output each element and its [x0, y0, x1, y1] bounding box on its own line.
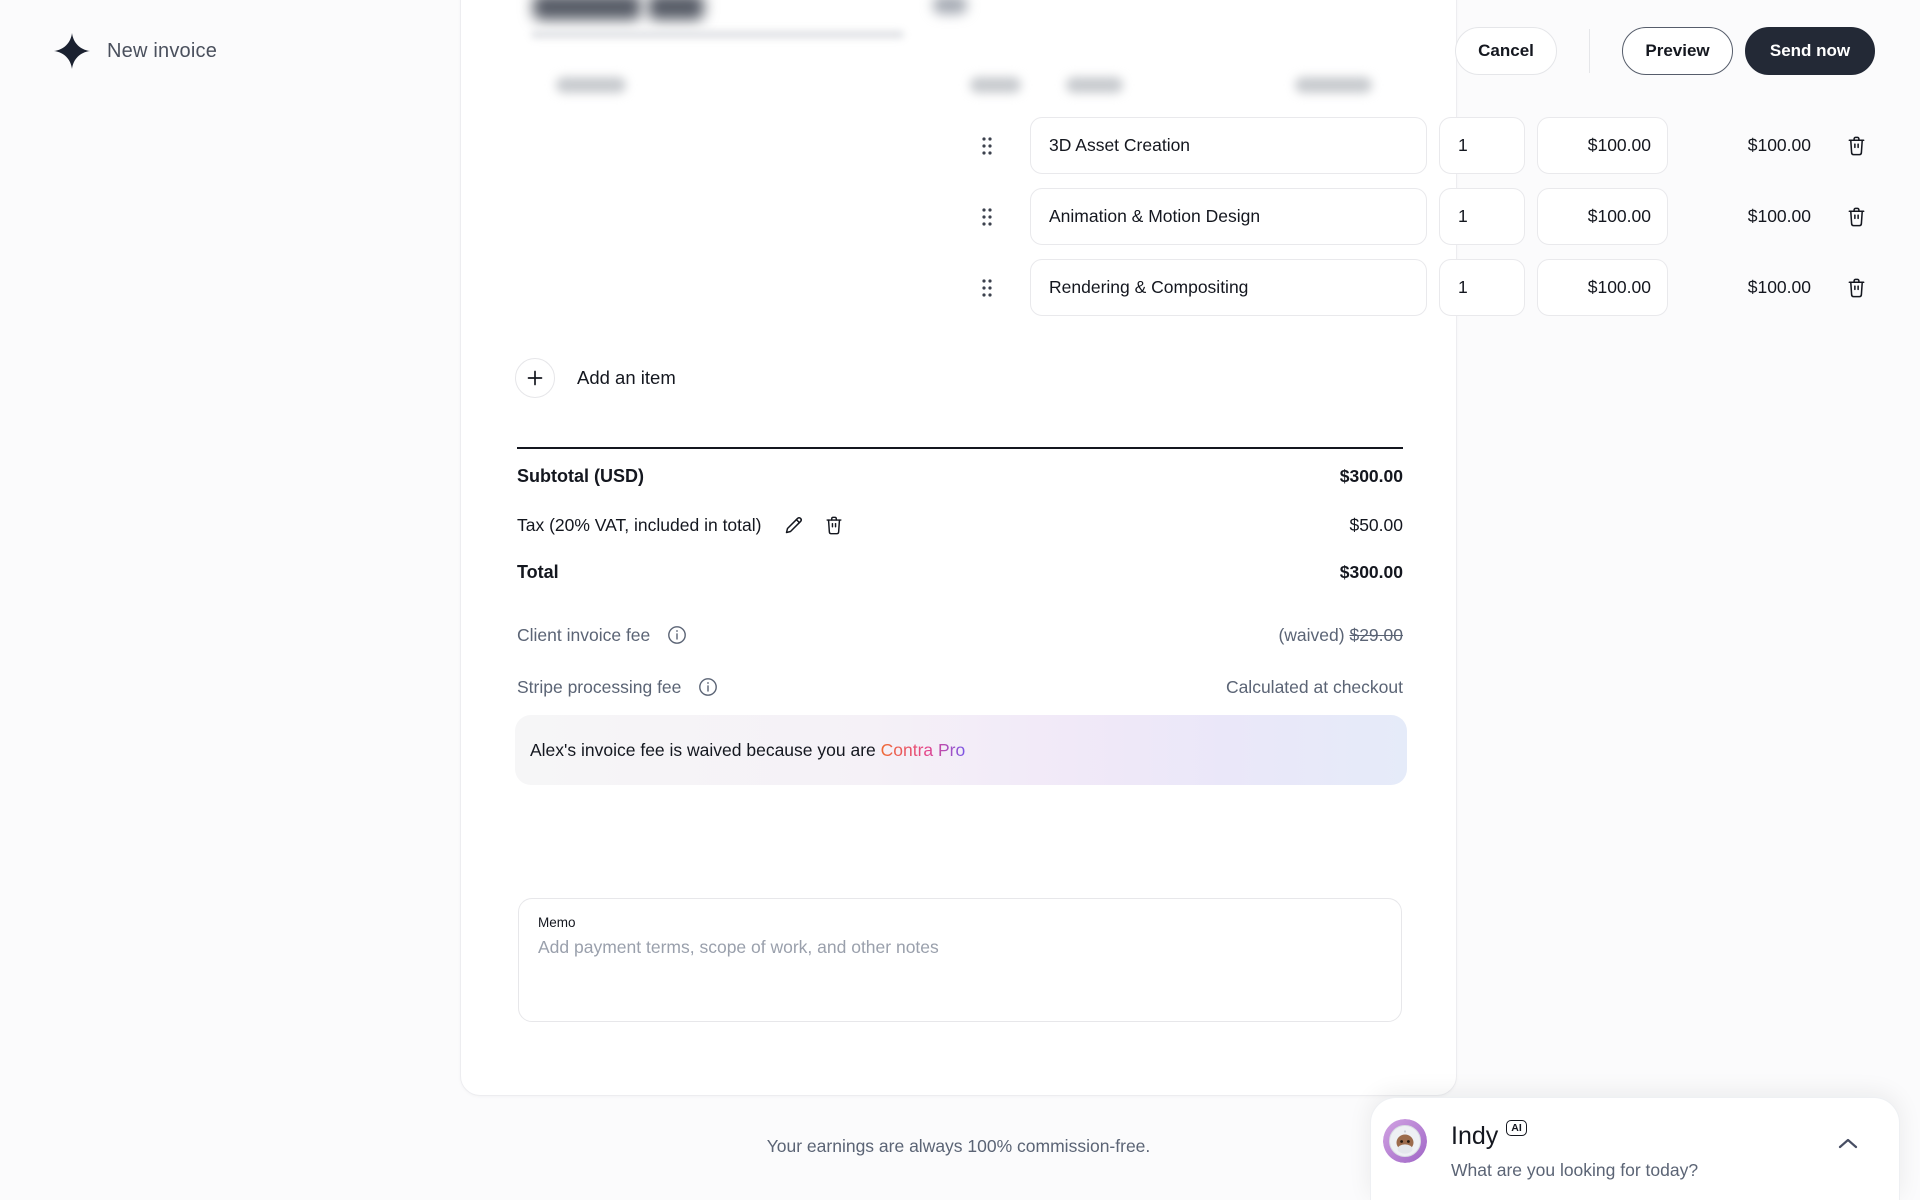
brand — [53, 32, 217, 70]
preview-button[interactable]: Preview — [1622, 27, 1733, 75]
assistant-name: Indy — [1451, 1122, 1499, 1150]
ai-badge: AI — [1506, 1120, 1527, 1136]
page-title: New invoice — [107, 39, 218, 62]
tax-row — [517, 512, 1403, 538]
item-amount: $100.00 — [1747, 206, 1811, 226]
delete-item-button[interactable] — [1842, 259, 1870, 316]
assistant-name-row — [1451, 1122, 1527, 1151]
tax-value: $50.00 — [1349, 514, 1403, 535]
info-icon[interactable] — [667, 625, 687, 645]
contra-star-logo-icon — [53, 32, 91, 70]
column-header-qty-blur — [970, 77, 1021, 93]
item-qty-input[interactable] — [1439, 259, 1525, 316]
cancel-button[interactable]: Cancel — [1455, 27, 1557, 75]
contra-pro-link[interactable]: Contra Pro — [880, 739, 966, 760]
column-header-item-blur — [556, 77, 626, 93]
trash-icon — [824, 514, 844, 537]
redacted-invoice-title — [533, 0, 641, 20]
invoice-item-row — [460, 259, 1811, 316]
subtotal-value: $300.00 — [1339, 465, 1403, 486]
drag-handle-icon[interactable] — [975, 259, 999, 316]
memo-input[interactable] — [538, 937, 1378, 1007]
indy-avatar — [1383, 1119, 1427, 1163]
subtotal-label: Subtotal (USD) — [517, 465, 644, 486]
client-fee-label: Client invoice fee — [517, 624, 651, 645]
topbar-divider — [1589, 29, 1590, 73]
item-rate-input[interactable] — [1537, 259, 1668, 316]
stripe-fee-row — [517, 674, 1403, 700]
delete-tax-button[interactable] — [824, 514, 844, 537]
invoice-item-row — [460, 117, 1811, 174]
stripe-fee-value: Calculated at checkout — [1225, 676, 1403, 697]
topbar-actions — [1455, 27, 1875, 75]
memo-box — [518, 898, 1402, 1022]
memo-label: Memo — [538, 915, 576, 930]
info-icon[interactable] — [698, 677, 718, 697]
redacted-title-underline — [531, 31, 904, 38]
banner-text: Alex's invoice fee is waived because you are Contra Pro — [530, 739, 966, 760]
drag-handle-icon[interactable] — [975, 188, 999, 245]
item-qty-input[interactable] — [1439, 117, 1525, 174]
assistant-prompt: What are you looking for today? — [1451, 1160, 1699, 1180]
chevron-up-icon — [1837, 1136, 1859, 1150]
client-fee-value — [1278, 625, 1403, 646]
add-item-label: Add an item — [577, 367, 676, 388]
item-name-input[interactable] — [1030, 259, 1427, 316]
client-fee-waived: (waived) — [1278, 624, 1345, 645]
item-amount: $100.00 — [1747, 135, 1811, 155]
delete-item-button[interactable] — [1842, 117, 1870, 174]
subtotal-row — [517, 464, 1403, 488]
plus-icon — [515, 358, 555, 398]
item-rate-input[interactable] — [1537, 188, 1668, 245]
commission-free-note: Your earnings are always 100% commission-free. — [766, 1136, 1151, 1156]
pro-fee-waived-banner — [515, 715, 1407, 785]
total-row — [517, 560, 1403, 584]
client-fee-amount: $29.00 — [1349, 624, 1403, 645]
tax-label: Tax (20% VAT, included in total) — [517, 514, 762, 535]
item-amount: $100.00 — [1747, 277, 1811, 297]
edit-tax-button[interactable] — [783, 514, 805, 536]
summary-divider — [517, 447, 1403, 449]
delete-item-button[interactable] — [1842, 188, 1870, 245]
item-rate-input[interactable] — [1537, 117, 1668, 174]
item-name-input[interactable] — [1030, 117, 1427, 174]
total-label: Total — [517, 561, 559, 582]
redacted-invoice-title-2 — [648, 0, 704, 20]
send-now-button[interactable]: Send now — [1745, 27, 1875, 75]
item-qty-input[interactable] — [1439, 188, 1525, 245]
redacted-chevron — [933, 0, 967, 14]
stripe-fee-label: Stripe processing fee — [517, 676, 682, 697]
item-name-input[interactable] — [1030, 188, 1427, 245]
collapse-chat-button[interactable] — [1837, 1136, 1859, 1150]
add-item-button[interactable] — [515, 358, 676, 398]
column-header-amount-blur — [1295, 77, 1372, 93]
client-fee-row — [517, 622, 1403, 648]
total-value: $300.00 — [1339, 561, 1403, 582]
assistant-chat-card[interactable] — [1370, 1097, 1900, 1200]
drag-handle-icon[interactable] — [975, 117, 999, 174]
invoice-item-row — [460, 188, 1811, 245]
column-header-rate-blur — [1066, 77, 1123, 93]
pencil-icon — [783, 514, 805, 536]
